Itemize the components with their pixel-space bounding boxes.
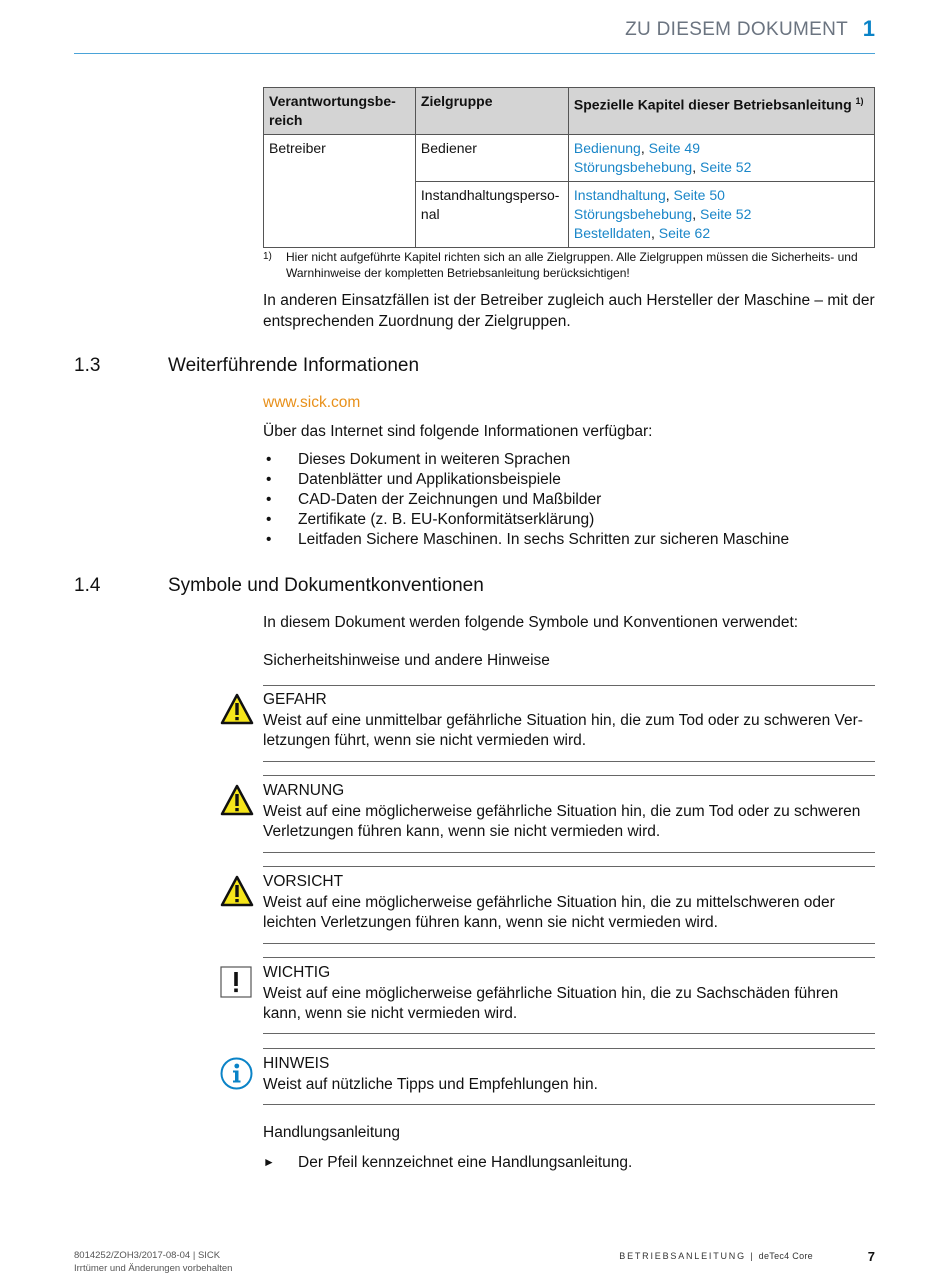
note-divider [263, 866, 875, 867]
table-cell-group: Bediener [415, 135, 568, 182]
note-title: VORSICHT [263, 873, 344, 890]
footnote-reference: 1) [855, 96, 864, 106]
footer-product: deTec4 Core [758, 1251, 813, 1261]
section-title: Weiterführende Informationen [168, 355, 420, 376]
section-number: 1.3 [74, 355, 101, 376]
page-number: 7 [867, 1249, 875, 1264]
list-item-text: Zertifikate (z. B. EU-Konformitätserklärung) [298, 511, 595, 528]
section-number: 1.4 [74, 575, 101, 596]
table-header-cell: Zielgruppe [415, 88, 568, 135]
footnote-mark: 1) [263, 251, 272, 262]
footer-left [74, 1249, 232, 1275]
bullet-icon: • [266, 511, 272, 528]
chapter-link[interactable]: Störungsbehebung [573, 159, 693, 175]
table-cell-operator: Betreiber [264, 135, 416, 248]
table-cell-links: Bedienung, Seite 49 Störungsbehebung, Seite 52 [568, 135, 874, 182]
info-bullet-list [263, 450, 789, 550]
chapter-link[interactable]: Bedienung [573, 140, 641, 156]
footer-doc-id: 8014252/ZOH3/2017-08-04 | SICK [74, 1250, 221, 1261]
list-item [263, 510, 789, 530]
warning-triangle-icon [220, 784, 254, 821]
action-arrow-icon: ► [263, 1155, 275, 1169]
bullet-icon: • [266, 471, 272, 488]
footer-doc-type: BETRIEBSANLEITUNG [619, 1251, 746, 1261]
note-title: GEFAHR [263, 691, 327, 708]
table-header-row [264, 88, 875, 135]
bullet-icon: • [266, 531, 272, 548]
chapter-link[interactable]: Störungsbehebung [573, 206, 693, 222]
note-divider [263, 1048, 875, 1049]
note-divider [263, 1033, 875, 1034]
note-text: Weist auf nützliche Tipps und Empfehlungen hin. [263, 1076, 598, 1093]
subsection-heading: Sicherheitshinweise und andere Hinweise [263, 652, 550, 669]
subsection-heading: Handlungsanleitung [263, 1124, 401, 1141]
section-title: Symbole und Dokumentkonventionen [168, 575, 484, 596]
warning-triangle-icon [220, 693, 254, 730]
table-header-cell [568, 88, 874, 135]
running-header-title: ZU DIESEM DOKUMENT [625, 19, 848, 40]
list-item-text: Leitfaden Sichere Maschinen. In sechs Schritten zur sicheren Maschine [298, 531, 790, 548]
note-divider [263, 852, 875, 853]
exclamation-box-icon [220, 966, 252, 1003]
table-header-label: Spezielle Kapitel dieser Betriebsanleitung [573, 96, 852, 113]
page-link[interactable]: Seite 62 [658, 225, 711, 241]
table-footnote [263, 249, 875, 281]
chapter-link[interactable]: Bestelldaten [573, 225, 651, 241]
bullet-icon: • [266, 491, 272, 508]
note-title: WARNUNG [263, 782, 345, 799]
note-divider [263, 957, 875, 958]
page-link[interactable]: Seite 52 [700, 159, 752, 175]
list-item [263, 470, 789, 490]
table-row [264, 135, 875, 182]
website-link[interactable]: www.sick.com [263, 394, 361, 411]
note-divider [263, 943, 875, 944]
note-title: WICHTIG [263, 964, 331, 981]
footer-right [619, 1251, 813, 1261]
info-circle-icon [220, 1057, 253, 1095]
note-text: Weist auf eine möglicherweise gefährliche Situation hin, die zu mittelschweren oder leichten Verletzungen führen kann, wenn sie nicht vermieden wird. [263, 894, 835, 931]
note-divider [263, 775, 875, 776]
chapter-number: 1 [862, 16, 875, 41]
list-item-text: Dieses Dokument in weiteren Sprachen [298, 451, 571, 468]
note-text: Weist auf eine möglicherweise gefährliche Situation hin, die zum Tod oder zu schweren Verletzungen führen kann, wenn sie nicht vermieden wird. [263, 803, 861, 840]
section-lead: Über das Internet sind folgende Informationen verfügbar: [263, 423, 653, 440]
note-text: Weist auf eine unmittelbar gefährliche Situation hin, die zum Tod oder zu schweren Ver-letzungen führt, wenn sie nicht vermieden wird. [263, 712, 863, 749]
header-divider [74, 53, 875, 54]
list-item [263, 450, 789, 470]
note-text: Weist auf eine möglicherweise gefährliche Situation hin, die zu Sachschäden führen kann, wenn sie nicht vermieden wird. [263, 985, 839, 1022]
table-cell-links: Instandhaltung, Seite 50 Störungsbehebung, Seite 52 Bestelldaten, Seite 62 [568, 182, 874, 248]
bullet-icon: • [266, 451, 272, 468]
page-link[interactable]: Seite 50 [673, 187, 725, 203]
chapter-link[interactable]: Instandhaltung [573, 187, 666, 203]
footer-disclaimer: Irrtümer und Änderungen vorbehalten [74, 1263, 233, 1274]
note-divider [263, 761, 875, 762]
list-item [263, 530, 789, 550]
footnote-text: Hier nicht aufgeführte Kapitel richten sich an alle Zielgruppen. Alle Zielgruppen müssen die Sicherheits- und Warnhinweise der kompletten Betriebsanleitung berücksichtigen! [286, 250, 858, 280]
action-instruction: Der Pfeil kennzeichnet eine Handlungsanleitung. [298, 1154, 633, 1171]
footer-separator: | [745, 1251, 759, 1261]
page-link[interactable]: Seite 52 [700, 206, 752, 222]
table-header-cell: Verantwortungsbe-reich [264, 88, 416, 135]
list-item [263, 490, 789, 510]
section-lead: In diesem Dokument werden folgende Symbole und Konventionen verwendet: [263, 614, 799, 631]
page-link[interactable]: Seite 49 [648, 140, 700, 156]
table-cell-group: Instandhaltungsperso-nal [415, 182, 568, 248]
note-title: HINWEIS [263, 1055, 330, 1072]
intro-paragraph: In anderen Einsatzfällen ist der Betreiber zugleich auch Hersteller der Maschine – mit der entsprechenden Zuordnung der Zielgruppen. [263, 292, 875, 330]
target-group-table [263, 87, 875, 248]
list-item-text: Datenblätter und Applikationsbeispiele [298, 471, 561, 488]
note-divider [263, 685, 875, 686]
note-divider [263, 1104, 875, 1105]
list-item-text: CAD-Daten der Zeichnungen und Maßbilder [298, 491, 602, 508]
warning-triangle-icon [220, 875, 254, 912]
